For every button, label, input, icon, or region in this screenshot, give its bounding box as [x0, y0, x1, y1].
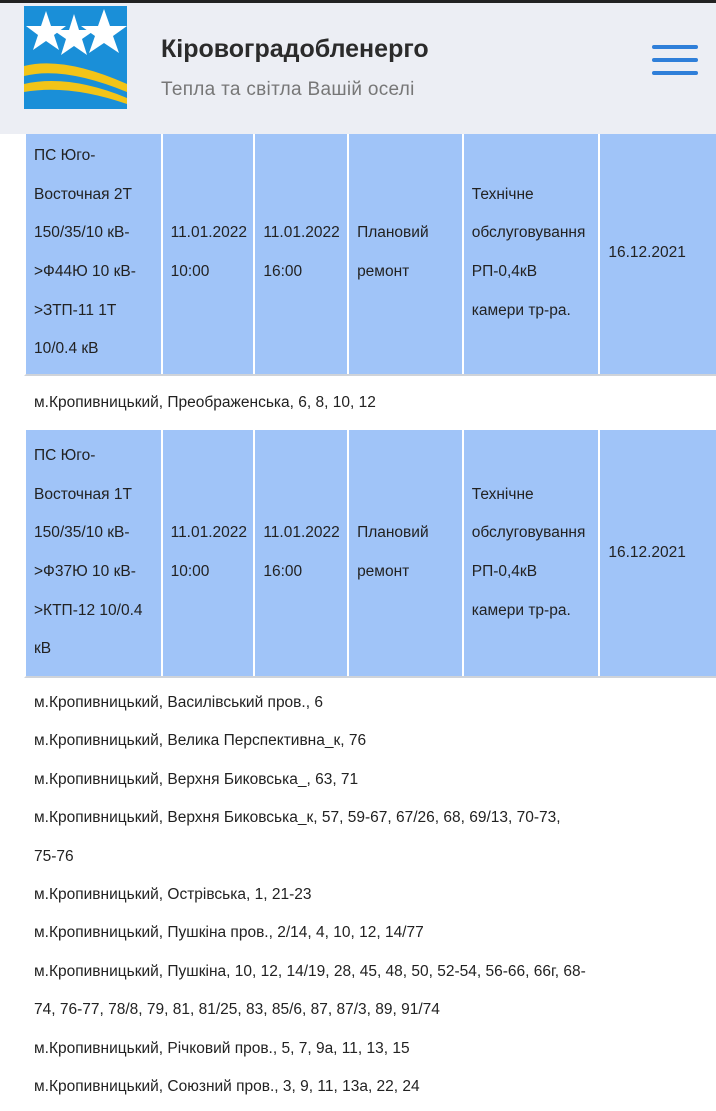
address-item: м.Кропивницький, Верхня Биковська_к, 57, 59-67, 67/26, 68, 69/13, 70-73, — [34, 809, 561, 827]
end-time-cell: 11.01.2022 16:00 — [255, 430, 349, 676]
menu-bar — [652, 71, 698, 75]
published-date-cell: 16.12.2021 — [608, 543, 686, 561]
substation-cell: ПС Юго- Восточная 1Т 150/35/10 кВ- >Ф37Ю 10 кВ- >КТП-12 10/0.4 кВ — [26, 430, 163, 676]
address-item: м.Кропивницький, Острівська, 1, 21-23 — [34, 886, 312, 904]
outage-row — [24, 134, 716, 376]
work-type-cell: Плановий ремонт — [349, 430, 464, 676]
address-item: м.Кропивницький, Велика Перспективна_к, 76 — [34, 732, 367, 750]
menu-bar — [652, 58, 698, 62]
address-item: 75-76 — [34, 847, 74, 865]
address-item: м.Кропивницький, Пушкіна пров., 2/14, 4, 10, 12, 14/77 — [34, 924, 424, 942]
site-header — [0, 0, 716, 134]
address-item: м.Кропивницький, Василівський пров., 6 — [34, 694, 323, 711]
reason-cell: Технічне обслуговування РП-0,4кВ камери тр-ра. — [464, 430, 601, 676]
start-time-cell: 11.01.2022 10:00 — [163, 134, 256, 374]
address-item: 74, 76-77, 78/8, 79, 81, 81/25, 83, 85/6, 87, 87/3, 89, 91/74 — [34, 1001, 440, 1019]
end-time-cell: 11.01.2022 16:00 — [255, 134, 349, 374]
outage-row — [24, 430, 716, 678]
address-item: м.Кропивницький, Річковий пров., 5, 7, 9а, 11, 13, 15 — [34, 1039, 410, 1057]
address-item: м.Кропивницький, Верхня Биковська_, 63, 71 — [34, 770, 359, 788]
work-type-cell: Плановий ремонт — [349, 134, 464, 374]
published-date-cell: 16.12.2021 — [608, 243, 686, 261]
address-item: м.Кропивницький, Пушкіна, 10, 12, 14/19, 28, 45, 48, 50, 52-54, 56-66, 66г, 68- — [34, 962, 586, 980]
hamburger-menu-icon[interactable] — [652, 45, 698, 77]
outage-schedule — [0, 134, 716, 1111]
stars-logo-icon[interactable] — [24, 6, 127, 109]
reason-cell: Технічне обслуговування РП-0,4кВ камери тр-ра. — [464, 134, 601, 374]
address-row — [24, 376, 716, 432]
menu-bar — [652, 45, 698, 49]
substation-cell: ПС Юго- Восточная 2Т 150/35/10 кВ- >Ф44Ю 10 кВ- >ЗТП-11 1Т 10/0.4 кВ — [26, 134, 163, 374]
address-text: м.Кропивницький, Преображенська, 6, 8, 10, 12 — [34, 394, 376, 411]
address-item: м.Кропивницький, Союзний пров., 3, 9, 11, 13а, 22, 24 — [34, 1078, 420, 1096]
site-subtitle: Тепла та світла Вашій оселі — [161, 79, 415, 100]
address-list — [34, 684, 594, 1106]
start-time-cell: 11.01.2022 10:00 — [163, 430, 256, 676]
site-title[interactable]: Кіровоградобленерго — [161, 35, 429, 63]
